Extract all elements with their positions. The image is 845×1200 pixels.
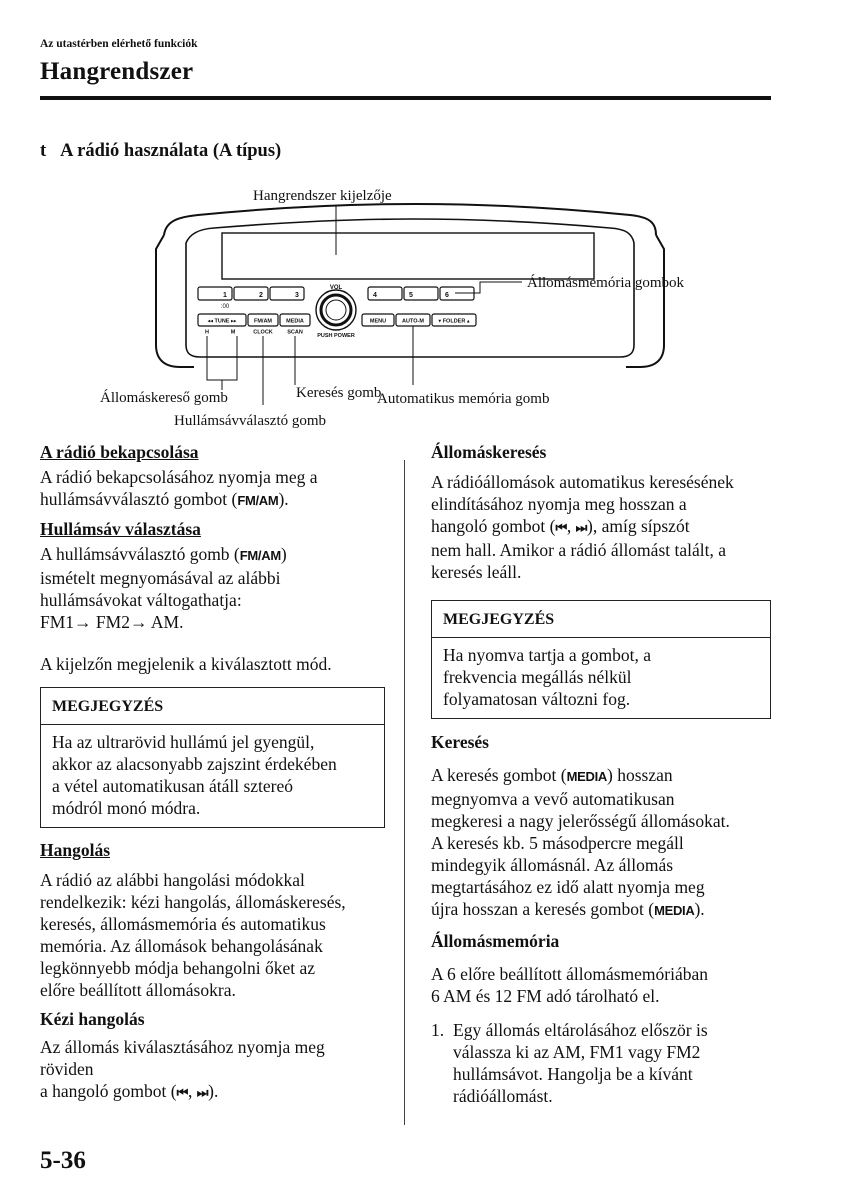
callout-band-button: Hullámsávválasztó gomb: [174, 413, 327, 429]
note-line: módról monó módra.: [52, 798, 201, 818]
note-line: Ha az ultrarövid hullámú jel gyengül,: [52, 732, 315, 752]
section-marker: t: [40, 141, 47, 161]
paragraph-scan-line: mindegyik állomásnál. Az állomás: [431, 855, 674, 875]
preset-2-label: 2: [259, 292, 263, 299]
tune-label: ◂◂ TUNE ▸▸: [207, 318, 237, 325]
callout-scan-button: Keresés gomb: [296, 385, 382, 401]
callout-display: Hangrendszer kijelzője: [253, 188, 392, 204]
paragraph-seek-line: nem hall. Amikor a rádió állomást talált, a: [431, 540, 726, 560]
note-body: [432, 638, 770, 718]
paragraph-power-on-line-1: A rádió bekapcsolásához nyomja meg a: [40, 467, 318, 487]
h-label: H: [205, 329, 209, 336]
note-line: akkor az alacsonyabb zajszint érdekében: [52, 754, 337, 774]
clock-label: CLOCK: [253, 329, 273, 336]
paragraph-manual-line: Az állomás kiválasztásához nyomja meg: [40, 1037, 325, 1057]
paragraph-scan-line-1: A keresés gombot (MEDIA) hosszan: [431, 765, 673, 785]
note-box-right: [431, 600, 771, 719]
note-line: frekvencia megállás nélkül: [443, 667, 632, 687]
note-box-left: [40, 687, 385, 828]
paragraph-manual-line-3: a hangoló gombot (⏮, ⏭).: [40, 1081, 219, 1101]
heading-band-select: Hullámsáv választása: [40, 519, 201, 539]
preset-1-label: 1: [223, 292, 227, 299]
paragraph-power-on-line-2: hullámsávválasztó gombot (FM/AM).: [40, 489, 289, 509]
paragraph-tuning-line: A rádió az alábbi hangolási módokkal: [40, 870, 305, 890]
list-item: [431, 1019, 771, 1107]
paragraph-tuning-line: memória. Az állomások behangolásának: [40, 936, 323, 956]
media-label: MEDIA: [286, 318, 304, 325]
paragraph-scan-line: megnyomva a vevő automatikusan: [431, 789, 675, 809]
note-title: MEGJEGYZÉS: [432, 601, 770, 638]
paragraph-tuning-line: rendelkezik: kézi hangolás, állomáskeresés,: [40, 892, 346, 912]
note-line: Ha nyomva tartja a gombot, a: [443, 645, 651, 665]
heading-tuning: Hangolás: [40, 840, 111, 860]
callout-auto-memory-button: Automatikus memória gomb: [377, 391, 550, 407]
paragraph-scan-line: megkeresi a nagy jelerősségű állomásokat.: [431, 811, 730, 831]
fmam-button-glyph: FM/AM: [239, 548, 281, 563]
menu-label: MENU: [369, 318, 387, 325]
autom-label: AUTO-M: [402, 318, 424, 325]
note-title: MEGJEGYZÉS: [41, 688, 384, 725]
track-forward-icon: ⏭: [575, 520, 587, 535]
paragraph-tuning-line: legkönnyebb módja behangolni őket az: [40, 958, 316, 978]
note-line: folyamatosan változni fog.: [443, 689, 631, 709]
column-divider: [404, 460, 405, 1125]
note-line: a vétel automatikusan átáll sztereó: [52, 776, 294, 796]
callout-preset-buttons: Állomásmemória gombok: [527, 275, 685, 291]
callout-seek-button: Állomáskereső gomb: [100, 390, 228, 406]
list-line: rádióállomást.: [453, 1086, 553, 1106]
paragraph-memory-line: 6 AM és 12 FM adó tárolható el.: [431, 986, 660, 1006]
paragraph-band-line-2: ismételt megnyomásával az alábbi: [40, 568, 281, 588]
heading-radio-power-on: A rádió bekapcsolása: [40, 442, 199, 462]
paragraph-band-line-4: FM1→ FM2→ AM.: [40, 612, 184, 632]
paragraph-band-line-3: hullámsávokat váltogathatja:: [40, 590, 242, 610]
m-label: M: [230, 329, 236, 336]
left-column: [40, 441, 385, 1104]
paragraph-band-line-1: A hullámsávválasztó gomb (FM/AM): [40, 544, 287, 564]
list-number: 1.: [431, 1020, 445, 1040]
paragraph-scan-last-line: újra hosszan a keresés gombot (MEDIA).: [431, 899, 705, 919]
folder-label: ▾ FOLDER ▴: [438, 318, 470, 325]
radio-diagram: [100, 185, 730, 435]
paragraph-seek-line: elindításához nyomja meg hosszan a: [431, 494, 687, 514]
paragraph-seek-line: A rádióállomások automatikus keresésének: [431, 472, 734, 492]
media-button-glyph: MEDIA: [566, 769, 607, 784]
preset-4-label: 4: [373, 292, 377, 299]
media-button-glyph: MEDIA: [654, 903, 695, 918]
section-subtitle-text: A rádió használata (A típus): [60, 141, 282, 161]
heading-seek-tuning: Állomáskeresés: [431, 442, 547, 462]
list-line: válassza ki az AM, FM1 vagy FM2: [453, 1042, 701, 1062]
paragraph-scan-line: A keresés kb. 5 másodpercre megáll: [431, 833, 684, 853]
preset-6-label: 6: [445, 292, 449, 299]
preset-3-label: 3: [295, 292, 299, 299]
heading-manual-tuning: Kézi hangolás: [40, 1009, 145, 1029]
track-back-icon: ⏮: [555, 520, 567, 535]
paragraph-display-mode: A kijelzőn megjelenik a kiválasztott mód.: [40, 654, 332, 674]
right-column: [431, 441, 771, 1107]
heading-station-memory: Állomásmemória: [431, 931, 560, 951]
title-rule: [40, 96, 771, 100]
heading-scan: Keresés: [431, 732, 489, 752]
page-number: 5-36: [40, 1147, 86, 1174]
section-label: Az utastérben elérhető funkciók: [40, 38, 198, 50]
list-line: hullámsávot. Hangolja be a kívánt: [453, 1064, 693, 1084]
preset-sub-label: :00: [220, 304, 230, 310]
scan-label: SCAN: [287, 329, 303, 336]
paragraph-manual-line: röviden: [40, 1059, 94, 1079]
paragraph-tuning-line: előre beállított állomásokra.: [40, 980, 236, 1000]
fmam-button-glyph: FM/AM: [237, 493, 279, 508]
vol-label: VOL: [329, 285, 343, 291]
paragraph-memory-line: A 6 előre beállított állomásmemóriában: [431, 964, 709, 984]
paragraph-tuning-line: keresés, állomásmemória és automatikus: [40, 914, 326, 934]
section-subtitle: [40, 141, 281, 162]
push-power-label: PUSH POWER: [317, 333, 355, 339]
fmam-label: FM/AM: [253, 318, 273, 325]
track-back-icon: ⏮: [176, 1085, 188, 1100]
paragraph-seek-line-3: hangoló gombot (⏮, ⏭), amíg sípszót: [431, 516, 690, 536]
track-forward-icon: ⏭: [196, 1085, 209, 1100]
list-line: Egy állomás eltárolásához először is: [453, 1020, 708, 1040]
preset-5-label: 5: [409, 292, 413, 299]
paragraph-scan-line: megtartásához ez idő alatt nyomja meg: [431, 877, 705, 897]
paragraph-seek-line: keresés leáll.: [431, 562, 522, 582]
note-body: [41, 725, 384, 827]
page-title: Hangrendszer: [40, 58, 194, 85]
